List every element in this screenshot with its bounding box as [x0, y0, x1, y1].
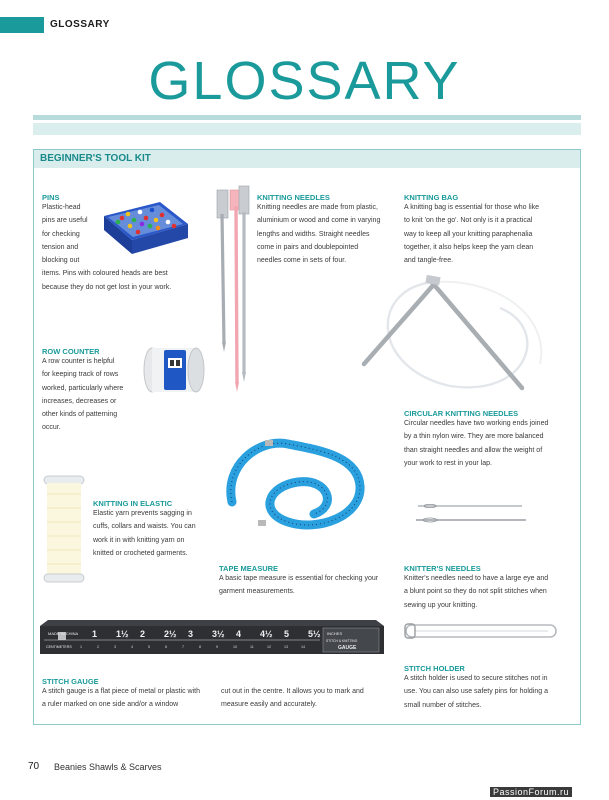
- row-counter-line: increases, decreases or: [42, 397, 117, 405]
- gauge-fraction: 3: [188, 629, 194, 639]
- circular-needles-text: [404, 417, 579, 470]
- knitting-bag-line: way to keep all your knitting paraphenalia: [404, 230, 533, 238]
- tool-kit-title: BEGINNER'S TOOL KIT: [40, 153, 151, 164]
- gauge-cm-mark: 7: [182, 645, 184, 649]
- row-counter-heading: ROW COUNTER: [42, 347, 100, 356]
- gauge-label: GAUGE: [338, 645, 357, 651]
- knitting-needles-line: lengths and widths. Straight needles: [257, 230, 370, 238]
- row-counter-line: for keeping track of rows: [42, 371, 119, 379]
- gauge-cm-mark: 2: [97, 645, 99, 649]
- gauge-fraction: 4: [236, 629, 242, 639]
- knitting-bag-line: to knit 'on the go'. Not only is it a practical: [404, 217, 533, 225]
- stitch-holder-line: use. You can also use safety pins for holding a: [404, 688, 548, 696]
- row-counter-line: occur.: [42, 424, 61, 432]
- gauge-cm-mark: 5: [148, 645, 150, 649]
- circular-needles-line: than straight needles and allow the weight of: [404, 446, 543, 454]
- knitters-needles-image: [410, 500, 530, 526]
- knitting-needles-line: come in pairs and doublepointed: [257, 243, 359, 251]
- gauge-inches: INCHES: [327, 631, 343, 636]
- knitters-needles-heading: KNITTER'S NEEDLES: [404, 564, 481, 573]
- pins-line: tension and: [42, 243, 79, 251]
- stitch-holder-heading: STITCH HOLDER: [404, 664, 465, 673]
- knitting-elastic-line: knitted or crocheted garments.: [93, 549, 188, 557]
- stitch-gauge-line: A stitch gauge is a flat piece of metal or plastic with: [42, 688, 200, 695]
- stitch-holder-text: [404, 672, 579, 712]
- gauge-fraction: 2: [140, 629, 146, 639]
- pins-line: items. Pins with coloured heads are best: [42, 270, 168, 278]
- circular-needles-line: Circular needles have two working ends joined: [404, 420, 549, 427]
- tape-measure-line: A basic tape measure is essential for checking your: [219, 575, 379, 582]
- circular-needles-heading: CIRCULAR KNITTING NEEDLES: [404, 409, 519, 418]
- pins-heading: PINS: [42, 193, 60, 202]
- knitting-bag-line: and tangle-free.: [404, 257, 454, 265]
- stitch-holder-line: small number of stitches.: [404, 701, 482, 709]
- knitters-needles-line: Knitter's needles need to have a large eye and: [404, 575, 549, 582]
- row-counter-image: [138, 344, 210, 396]
- stitch-gauge-line: measure easily and accurately.: [221, 701, 317, 709]
- section-label: GLOSSARY: [50, 19, 110, 30]
- gauge-fraction: 2½: [164, 629, 177, 639]
- circular-needles-image: [350, 268, 560, 398]
- knitting-bag-line: A knitting bag is essential for those who like: [404, 204, 540, 211]
- gauge-cm-mark: 14: [301, 645, 305, 649]
- gauge-centimeters: CENTIMETERS: [46, 645, 72, 649]
- gauge-cm-mark: 1: [80, 645, 82, 649]
- row-counter-text: [42, 355, 152, 435]
- page-number: 70: [28, 761, 40, 772]
- stitch-gauge-text-right: [221, 685, 391, 712]
- pins-line: because they do not get lost in your work.: [42, 283, 172, 291]
- gauge-fraction: 3½: [212, 629, 225, 639]
- stitch-gauge-image: [40, 620, 384, 656]
- knitting-needles-line: aluminium or wood and come in varying: [257, 217, 381, 225]
- gauge-cm-mark: 13: [284, 645, 288, 649]
- circular-needles-line: by a thin nylon wire. They are more balanced: [404, 433, 544, 441]
- page-title: GLOSSARY: [148, 51, 461, 111]
- pins-box-image: [92, 194, 192, 260]
- stitch-gauge-line: cut out in the centre. It allows you to mark and: [221, 688, 364, 695]
- pins-line: blocking out: [42, 257, 80, 265]
- publication-name: Beanies Shawls & Scarves: [54, 762, 162, 772]
- gauge-cm-mark: 10: [233, 645, 237, 649]
- gauge-fraction: 1: [92, 629, 98, 639]
- stitch-gauge-text-left: [42, 685, 222, 712]
- gauge-fraction: 5½: [308, 629, 321, 639]
- tape-measure-image: [218, 436, 368, 536]
- knitting-needles-line: Knitting needles are made from plastic,: [257, 204, 379, 211]
- gauge-cm-mark: 12: [267, 645, 271, 649]
- gauge-cm-mark: 3: [114, 645, 116, 649]
- circular-needles-line: your work to rest in your lap.: [404, 459, 492, 467]
- elastic-spool-image: [40, 474, 88, 584]
- knitting-needles-text: [257, 201, 407, 267]
- gauge-made-in: MADE IN CHINA: [48, 631, 79, 636]
- knitting-elastic-line: work it in with knitting yarn on: [93, 536, 185, 544]
- knitting-bag-line: together, it also helps keep the yarn clean: [404, 243, 534, 251]
- knitters-needles-line: sewing up your knitting.: [404, 601, 478, 609]
- gauge-cm-mark: 8: [199, 645, 201, 649]
- tape-measure-text: [219, 572, 399, 599]
- knitters-needles-line: a blunt point so they do not split stitches when: [404, 588, 547, 596]
- knitting-bag-text: [404, 201, 574, 267]
- row-counter-line: worked, particularly where: [42, 384, 124, 392]
- stitch-gauge-heading: STITCH GAUGE: [42, 677, 99, 686]
- knitting-elastic-line: cuffs, collars and waists. You can: [93, 523, 196, 531]
- knitters-needles-text: [404, 572, 579, 612]
- knitting-needles-heading: KNITTING NEEDLES: [257, 193, 330, 202]
- gauge-brand: STITCH & KNITTING: [326, 639, 358, 643]
- knitting-needles-line: needles come in sets of four.: [257, 257, 347, 265]
- watermark: PassionForum.ru: [490, 787, 572, 797]
- gauge-fraction: 5: [284, 629, 290, 639]
- title-stripe-bottom: [33, 123, 581, 135]
- header-accent-bar: [0, 17, 44, 33]
- stitch-holder-image: [402, 620, 562, 642]
- knitting-bag-heading: KNITTING BAG: [404, 193, 459, 202]
- stitch-gauge-line: a ruler marked on one side and/or a window: [42, 701, 179, 709]
- gauge-fraction: 1½: [116, 629, 129, 639]
- straight-needles-image: [210, 184, 250, 394]
- gauge-fraction: 4½: [260, 629, 273, 639]
- gauge-cm-mark: 9: [216, 645, 218, 649]
- gauge-cm-mark: 4: [131, 645, 133, 649]
- pins-line: Plastic-head: [42, 204, 81, 211]
- knitting-elastic-text: [93, 507, 223, 560]
- tape-measure-line: garment measurements.: [219, 588, 295, 596]
- gauge-cm-mark: 11: [250, 645, 254, 649]
- pins-line: for checking: [42, 230, 80, 238]
- knitting-elastic-line: Elastic yarn prevents sagging in: [93, 510, 192, 517]
- row-counter-line: other kinds of patterning: [42, 411, 118, 419]
- title-stripe-top: [33, 115, 581, 120]
- stitch-holder-line: A stitch holder is used to secure stitches not in: [404, 675, 548, 682]
- pins-line: pins are useful: [42, 217, 88, 225]
- knitting-elastic-heading: KNITTING IN ELASTIC: [93, 499, 173, 508]
- row-counter-line: A row counter is helpful: [42, 358, 115, 365]
- gauge-cm-mark: 6: [165, 645, 167, 649]
- tape-measure-heading: TAPE MEASURE: [219, 564, 279, 573]
